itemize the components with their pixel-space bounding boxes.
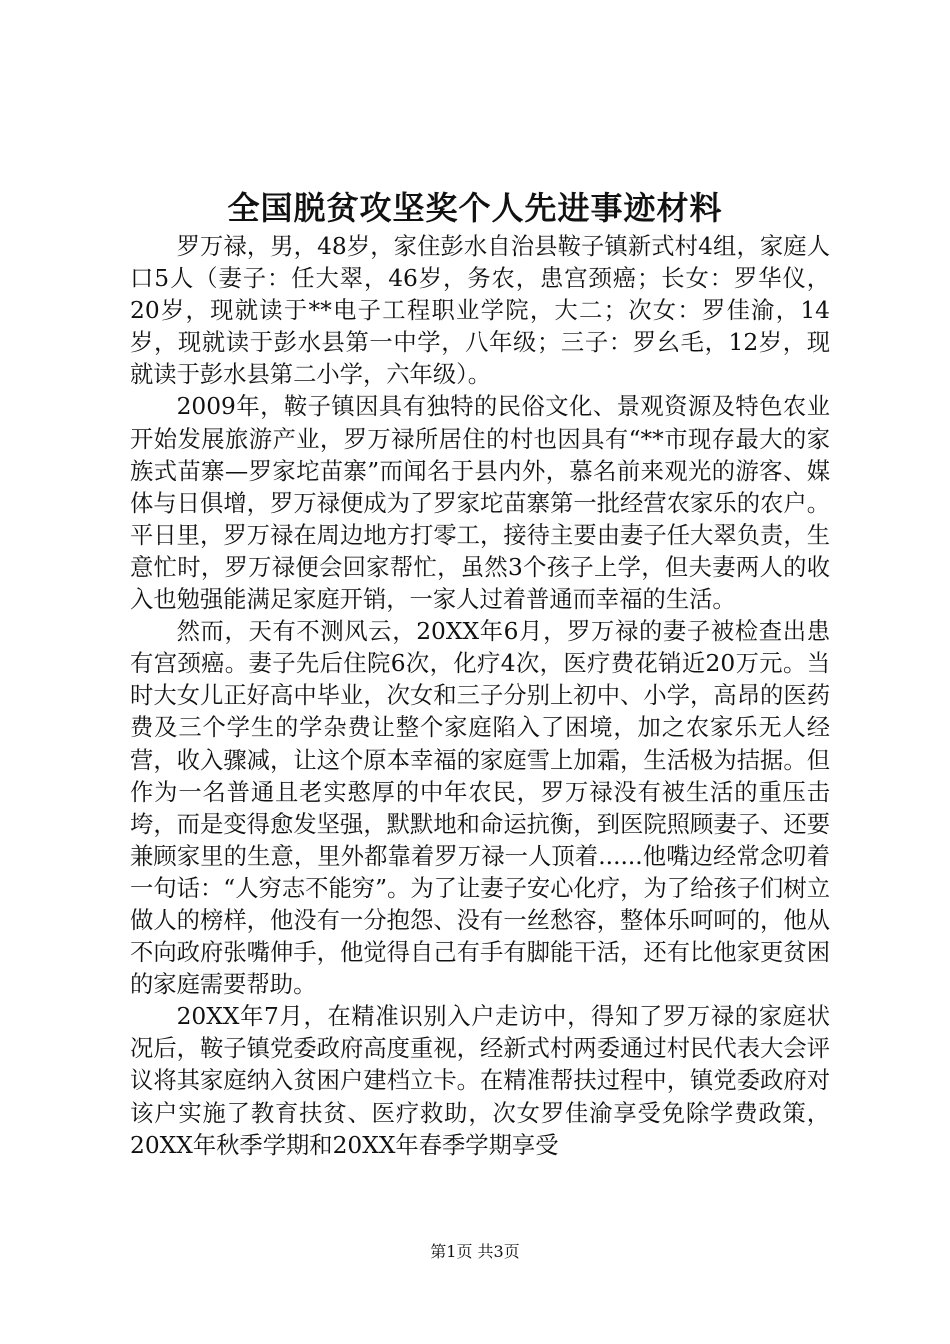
- page-number-footer: 第1页 共3页: [430, 1242, 520, 1261]
- document-body: [130, 231, 830, 1162]
- paragraph: 20XX年7月，在精准识别入户走访中，得知了罗万禄的家庭状况后，鞍子镇党委政府高度重视，经新式村两委通过村民代表大会评议将其家庭纳入贫困户建档立卡。在精准帮扶过程中，镇党委政府对该户实施了教育扶贫、医疗救助，次女罗佳渝享受免除学费政策，20XX年秋季学期和20XX年春季学期享受: [130, 1003, 830, 1159]
- paragraph: 2009年，鞍子镇因具有独特的民俗文化、景观资源及特色农业开始发展旅游产业，罗万禄所居住的村也因具有“**市现存最大的家族式苗寨—罗家坨苗寨”而闻名于县内外，慕名前来观光的游客、媒体与日俱增，罗万禄便成为了罗家坨苗寨第一批经营农家乐的农户。平日里，罗万禄在周边地方打零工，接待主要由妻子任大翠负责，生意忙时，罗万禄便会回家帮忙，虽然3个孩子上学，但夫妻两人的收入也勉强能满足家庭开销，一家人过着普通而幸福的生活。: [130, 393, 830, 614]
- document-title: 全国脱贫攻坚奖个人先进事迹材料: [227, 189, 723, 227]
- paragraph: 罗万禄，男，48岁，家住彭水自治县鞍子镇新式村4组，家庭人口5人（妻子：任大翠，46岁，务农，患宫颈癌；长女：罗华仪，20岁，现就读于**电子工程职业学院，大二；次女：罗佳渝，14岁，现就读于彭水县第一中学，八年级；三子：罗幺毛，12岁，现就读于彭水县第二小学，六年级）。: [130, 233, 830, 389]
- paragraph: 然而，天有不测风云，20XX年6月，罗万禄的妻子被检查出患有宫颈癌。妻子先后住院6次，化疗4次，医疗费花销近20万元。当时大女儿正好高中毕业，次女和三子分别上初中、小学，高昂的医药费及三个学生的学杂费让整个家庭陷入了困境，加之农家乐无人经营，收入骤减，让这个原本幸福的家庭雪上加霜，生活极为拮据。但作为一名普通且老实憨厚的中年农民，罗万禄没有被生活的重压击垮，而是变得愈发坚强，默默地和命运抗衡，到医院照顾妻子、还要兼顾家里的生意，里外都靠着罗万禄一人顶着......他嘴边经常念叨着一句话：“人穷志不能穷”。为了让妻子安心化疗，为了给孩子们树立做人的榜样，他没有一分抱怨、没有一丝愁容，整体乐呵呵的，他从不向政府张嘴伸手，他觉得自己有手有脚能干活，还有比他家更贫困的家庭需要帮助。: [130, 618, 830, 999]
